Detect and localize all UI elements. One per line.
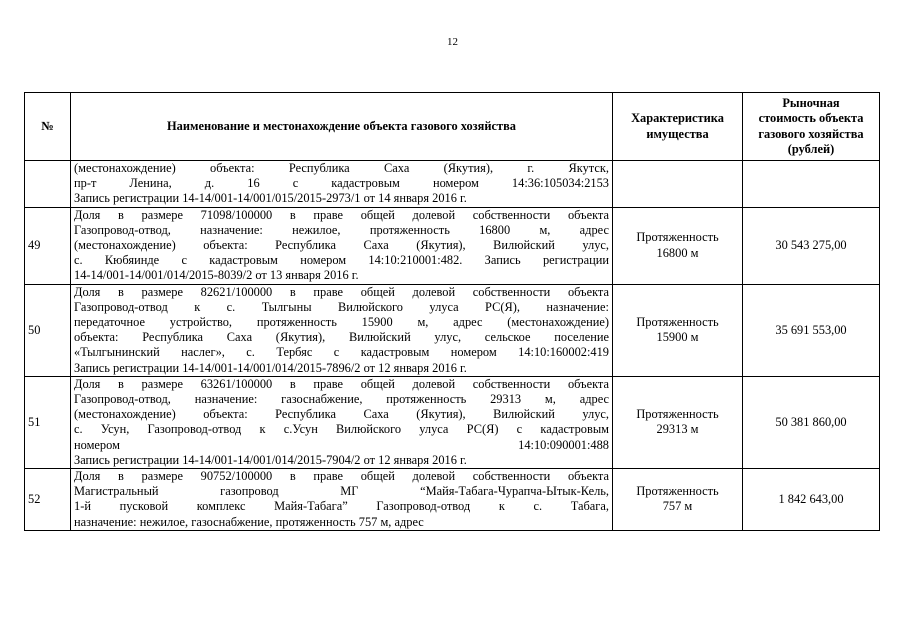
description-line: с. Кюбяинде с кадастровым номером 14:10:210001:482. Запись регистрации [74,253,609,268]
header-price-line: газового хозяйства [758,126,864,141]
header-price [743,93,880,161]
characteristic-line: 757 м [662,499,693,514]
row-number: 51 [25,376,71,468]
description-line: пр-т Ленина, д. 16 с кадастровым номером 14:36:105034:2153 [74,176,609,191]
description-line: Запись регистрации 14-14/001-14/001/014/2015-7904/2 от 12 января 2016 г. [74,452,467,467]
description-line: (местонахождение) объекта: Республика Саха (Якутия), г. Якутск, [74,161,609,175]
object-description [71,207,613,284]
market-value: 35 691 553,00 [743,284,880,376]
characteristic-line: Протяженность [636,484,719,499]
market-value: 1 842 643,00 [743,469,880,531]
description-line: с. Усун, Газопровод-отвод к с.Усун Вилюйского улуса РС(Я) с кадастровым [74,422,609,437]
description-line: 1-й пусковой комплекс Майя-Табага” Газопровод-отвод к с. Табага, [74,499,609,514]
header-price-line: стоимость объекта [758,111,864,126]
page-number: 12 [447,36,458,48]
header-price-line: Рыночная [782,96,840,111]
characteristic-line: 29313 м [656,422,699,437]
description-line: Доля в размере 63261/100000 в праве общей долевой собственности объекта [74,376,609,391]
description-line: Доля в размере 90752/100000 в праве общей долевой собственности объекта [74,469,609,484]
market-value [743,161,880,208]
header-characteristic-line: имущества [646,126,709,141]
header-characteristic-line: Характеристика [631,111,724,126]
gas-facilities-table [24,92,880,531]
description-line: Доля в размере 82621/100000 в праве общей долевой собственности объекта [74,284,609,299]
table-row [25,469,880,531]
property-characteristic [613,207,743,284]
row-number: 49 [25,207,71,284]
description-line: передаточное устройство, протяженность 15900 м, адрес (местонахождение) [74,315,609,330]
object-description [71,376,613,468]
description-line: 14-14/001-14/001/014/2015-8039/2 от 13 января 2016 г. [74,268,359,283]
object-description [71,469,613,531]
object-description [71,284,613,376]
property-characteristic [613,161,743,208]
market-value: 30 543 275,00 [743,207,880,284]
table-header-row [25,93,880,161]
header-characteristic [613,93,743,161]
market-value: 50 381 860,00 [743,376,880,468]
header-price-line: (рублей) [787,141,835,156]
table-row [25,207,880,284]
table-row [25,161,880,208]
characteristic-line: Протяженность [636,407,719,422]
description-line: номером 14:10:090001:488 [74,437,609,452]
header-num: № [25,93,71,161]
description-line: Магистральный газопровод МГ “Майя-Табага-Чурапча-Ытык-Кель, [74,484,609,499]
property-characteristic [613,469,743,531]
description-line: «Тылгынинский наслег», с. Тербяс с кадастровым номером 14:10:160002:419 [74,345,609,360]
characteristic-line: Протяженность [636,230,719,245]
row-number: 52 [25,469,71,531]
object-description [71,161,613,208]
description-line: Газопровод-отвод, назначение: нежилое, протяженность 16800 м, адрес [74,222,609,237]
characteristic-line: Протяженность [636,315,719,330]
table-row [25,284,880,376]
row-number [25,161,71,208]
description-line: Запись регистрации 14-14/001-14/001/014/2015-7896/2 от 12 января 2016 г. [74,360,467,375]
header-name: Наименование и местонахождение объекта газового хозяйства [71,93,613,161]
row-number: 50 [25,284,71,376]
description-line: Запись регистрации 14-14/001-14/001/015/2015-2973/1 от 14 января 2016 г. [74,191,467,206]
description-line: Доля в размере 71098/100000 в праве общей долевой собственности объекта [74,207,609,222]
property-characteristic [613,284,743,376]
characteristic-line: 16800 м [656,245,699,260]
description-line: объекта: Республика Саха (Якутия), Вилюйский улус, сельское поселение [74,330,609,345]
table-row [25,376,880,468]
characteristic-line: 15900 м [656,330,699,345]
description-line: (местонахождение) объекта: Республика Саха (Якутия), Вилюйский улус, [74,407,609,422]
property-characteristic [613,376,743,468]
description-line: назначение: нежилое, газоснабжение, протяженность 757 м, адрес [74,514,424,529]
description-line: Газопровод-отвод, назначение: газоснабжение, протяженность 29313 м, адрес [74,392,609,407]
description-line: (местонахождение) объекта: Республика Саха (Якутия), Вилюйский улус, [74,238,609,253]
description-line: Газопровод-отвод к с. Тылгыны Вилюйского улуса РС(Я), назначение: [74,299,609,314]
